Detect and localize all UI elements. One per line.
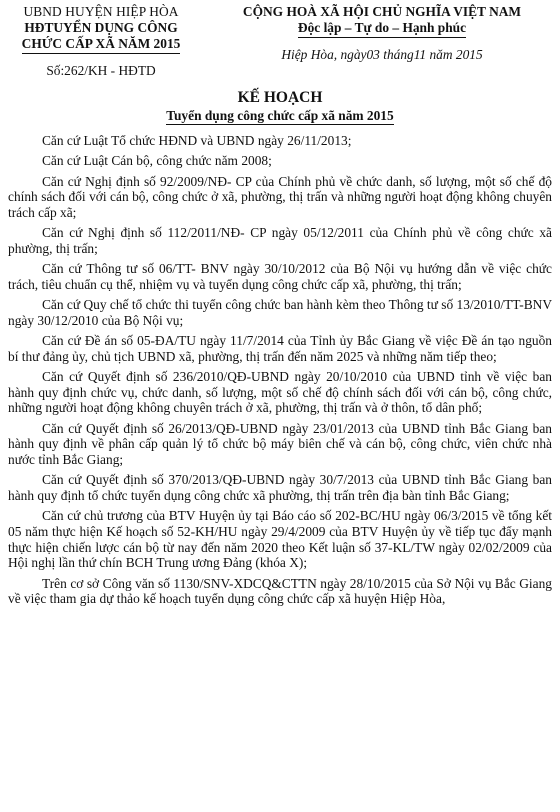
paragraph: Căn cứ Thông tư số 06/TT- BNV ngày 30/10/2012 của Bộ Nội vụ hướng dẫn về việc chức trách, tiêu chuẩn cụ thể, nhiệm vụ và tuyển dụng công chức cấp xã, phường, thị trấn; — [8, 261, 552, 292]
org-line-2: HĐTUYỂN DỤNG CÔNG — [24, 20, 178, 35]
paragraph: Căn cứ chủ trương của BTV Huyện ủy tại Báo cáo số 202-BC/HU ngày 06/3/2015 về tổng kết 05 năm thực hiện Kế hoạch số 52-KH/HU ngày 29/4/2009 của BTV Huyện ủy về tiếp tục đẩy mạnh thực hiện chiến lược cán bộ từ nay đến năm 2020 theo Kết luận số 37-KL/TW ngày 02/02/2009 của Hội nghị lần thứ chín BCH Trung ương Đảng (khóa X); — [8, 508, 552, 571]
paragraph: Căn cứ Quyết định số 236/2010/QĐ-UBND ngày 20/10/2010 của UBND tỉnh về việc ban hành quy định chức vụ, chức danh, số lượng, một số chế độ chính sách đối với cán bộ, công chức, những người hoạt động không chuyên trách ở xã, phường, thị trấn và ở thôn, tổ dân phố; — [8, 369, 552, 416]
document-header — [8, 4, 552, 79]
national-heading — [212, 4, 552, 79]
paragraph: Căn cứ Luật Cán bộ, công chức năm 2008; — [42, 153, 272, 169]
document-subtitle: Tuyển dụng công chức cấp xã năm 2015 — [166, 108, 394, 123]
title-block — [8, 89, 552, 125]
org-line-1: UBND HUYỆN HIỆP HÒA — [23, 4, 179, 19]
document-title: KẾ HOẠCH — [237, 89, 323, 106]
place-and-date: Hiệp Hòa, ngày03 tháng11 năm 2015 — [281, 47, 483, 62]
paragraph: Căn cứ Quyết định số 370/2013/QĐ-UBND ngày 30/7/2013 của UBND tỉnh Bắc Giang ban hành quy định tổ chức tuyển dụng công chức xã phường, thị trấn trên địa bàn tỉnh Bắc Giang; — [8, 472, 552, 504]
issuing-organization — [8, 4, 194, 79]
paragraph: Căn cứ Nghị định số 92/2009/NĐ- CP của Chính phủ về chức danh, số lượng, một số chế độ chính sách đối với cán bộ, công chức ở xã, phường, thị trấn và những người hoạt động không chuyên trách cấp xã; — [8, 173, 552, 220]
document-number: Số:262/KH - HĐTD — [46, 63, 156, 78]
org-line-3: CHỨC CẤP XÃ NĂM 2015 — [22, 36, 181, 54]
paragraph: Căn cứ Đề án số 05-ĐA/TU ngày 11/7/2014 của Tỉnh ủy Bắc Giang về việc Đề án tạo nguồn bí thư đảng ủy, chủ tịch UBND xã, phường, thị trấn đến năm 2025 và những năm tiếp theo; — [8, 333, 552, 364]
document-body — [8, 133, 552, 607]
national-motto: Độc lập – Tự do – Hạnh phúc — [298, 20, 466, 38]
paragraph: Căn cứ Quyết định số 26/2013/QĐ-UBND ngày 23/01/2013 của UBND tỉnh Bắc Giang ban hành quy định về phân cấp quản lý tổ chức bộ máy biên chế và cán bộ, công chức, viên chức nhà nước tỉnh Bắc Giang; — [8, 420, 552, 468]
paragraph: Căn cứ Nghị định số 112/2011/NĐ- CP ngày 05/12/2011 của Chính phủ về công chức xã phường, thị trấn; — [8, 225, 552, 256]
nation-name: CỘNG HOÀ XÃ HỘI CHỦ NGHĨA VIỆT NAM — [242, 4, 522, 19]
paragraph: Trên cơ sở Công văn số 1130/SNV-XDCQ&CTTN ngày 28/10/2015 của Sở Nội vụ Bắc Giang về việc tham gia dự thảo kế hoạch tuyển dụng công chức cấp xã huyện Hiệp Hòa, — [8, 575, 552, 607]
paragraph: Căn cứ Quy chế tổ chức thi tuyển công chức ban hành kèm theo Thông tư số 13/2010/TT-BNV ngày 30/12/2010 của Bộ Nội vụ; — [8, 297, 552, 328]
paragraph: Căn cứ Luật Tổ chức HĐND và UBND ngày 26/11/2013; — [42, 133, 352, 148]
